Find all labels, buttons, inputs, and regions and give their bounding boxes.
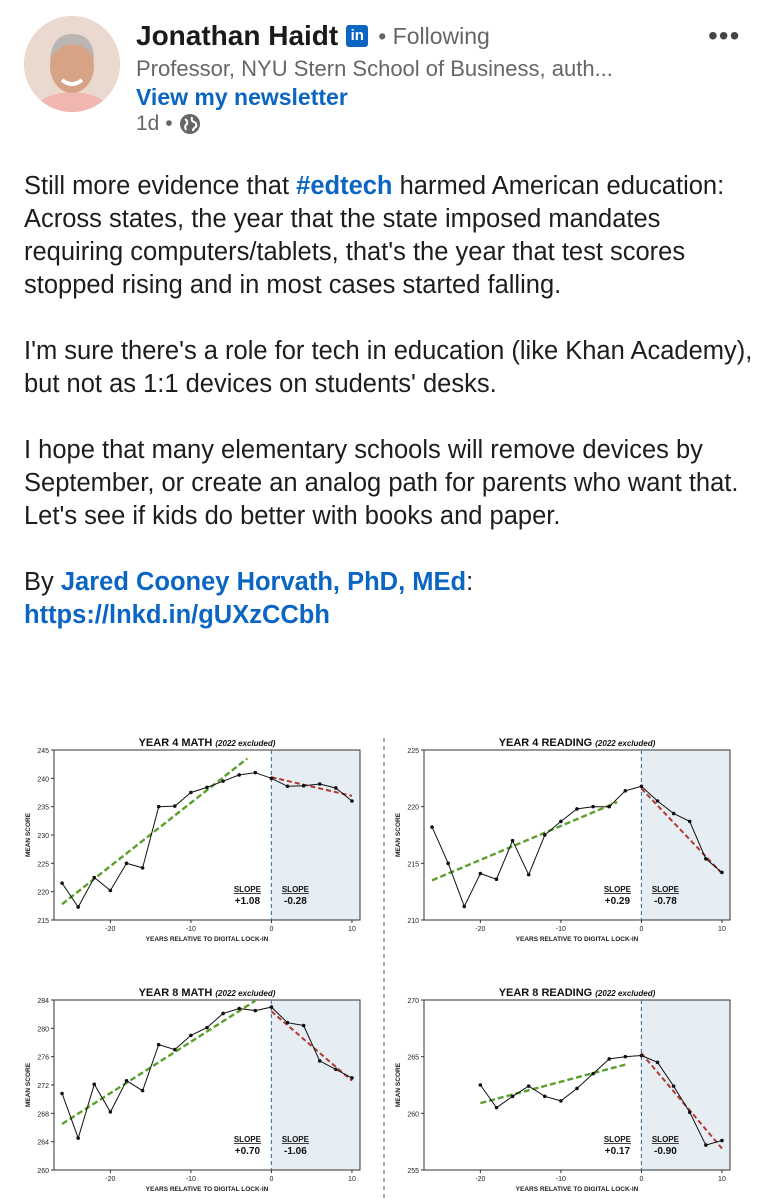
y-tick-label: 268 [37, 1111, 49, 1119]
data-point [688, 1110, 692, 1114]
x-tick-label: -20 [475, 926, 486, 933]
data-point [495, 1106, 499, 1110]
chart-title: YEAR 4 MATH (2022 excluded) [138, 737, 276, 749]
y-axis-label: MEAN SCORE [395, 1062, 402, 1108]
x-tick-label: 10 [348, 1176, 356, 1183]
hashtag-edtech[interactable]: #edtech [296, 172, 393, 200]
x-tick-label: -20 [105, 1176, 116, 1183]
following-status: • Following [378, 22, 490, 49]
data-point [495, 877, 499, 881]
data-point [559, 820, 563, 824]
chart-title-note: (2022 excluded) [215, 739, 276, 748]
post-text: By [24, 568, 61, 596]
slope-value-post: -1.06 [284, 1146, 307, 1157]
slope-value-pre: +1.08 [234, 896, 261, 907]
data-point [672, 1084, 676, 1088]
chart-title: YEAR 4 READING (2022 excluded) [498, 737, 656, 749]
data-point [302, 784, 306, 788]
data-point [334, 1068, 338, 1072]
data-point [286, 784, 290, 788]
data-point [92, 876, 96, 880]
data-point [656, 799, 660, 803]
data-point [60, 1092, 64, 1096]
y-tick-label: 272 [37, 1083, 49, 1090]
post-paragraph-3: I hope that many elementary schools will remove devices by September, or create an analog path for parents who want that. Let's see if kids do better with books and paper. [24, 436, 739, 530]
x-tick-label: 0 [639, 1176, 644, 1183]
data-point [318, 1059, 322, 1063]
author-name[interactable]: Jonathan Haidt [136, 20, 339, 51]
x-axis-label: YEARS RELATIVE TO DIGITAL LOCK-IN [515, 936, 639, 943]
slope-value-pre: +0.17 [604, 1146, 631, 1157]
data-point [640, 1054, 644, 1058]
data-point [141, 866, 145, 870]
x-axis-label: YEARS RELATIVE TO DIGITAL LOCK-IN [145, 1186, 269, 1193]
y-tick-label: 270 [407, 998, 419, 1005]
chart-title-note: (2022 excluded) [215, 989, 276, 998]
linkedin-premium-icon: in [346, 25, 368, 47]
y-tick-label: 215 [407, 861, 419, 869]
post-text: : [466, 568, 474, 596]
x-tick-label: 0 [269, 1176, 274, 1183]
data-point [189, 791, 193, 795]
data-point [607, 805, 611, 809]
data-point [125, 1079, 129, 1083]
data-point [575, 1087, 579, 1091]
slope-label-pre: SLOPE [233, 1135, 261, 1144]
data-point [704, 1143, 708, 1147]
slope-label-post: SLOPE [651, 1135, 679, 1144]
post-lockin-region [641, 1000, 730, 1170]
data-point [430, 825, 434, 829]
x-tick-label: -10 [185, 926, 196, 933]
data-point [76, 905, 80, 909]
post-lockin-region [271, 1000, 360, 1170]
data-point [527, 873, 531, 877]
y-tick-label: 260 [37, 1168, 49, 1175]
x-tick-label: -10 [555, 926, 566, 933]
y-axis-label: MEAN SCORE [395, 812, 402, 858]
chart-title-note: (2022 excluded) [595, 989, 656, 998]
data-point [125, 862, 129, 866]
data-point [141, 1089, 145, 1093]
x-tick-label: -10 [555, 1176, 566, 1183]
post-text: Still more evidence that [24, 172, 297, 200]
y-tick-label: 225 [407, 748, 419, 755]
data-point [640, 784, 644, 788]
data-point [350, 1076, 354, 1080]
author-mention-link[interactable]: Jared Cooney Horvath, PhD, MEd [60, 568, 467, 596]
post-meta [136, 112, 201, 136]
slope-value-post: -0.28 [284, 896, 307, 907]
x-tick-label: 10 [718, 926, 726, 933]
y-tick-label: 264 [37, 1139, 49, 1147]
y-tick-label: 276 [37, 1054, 49, 1062]
chart-title: YEAR 8 READING (2022 excluded) [498, 987, 656, 999]
data-point [543, 833, 547, 837]
data-point [109, 1110, 113, 1114]
data-point [157, 1043, 161, 1047]
data-point [575, 807, 579, 811]
data-point [607, 1057, 611, 1061]
post-body [24, 170, 754, 632]
data-point [334, 786, 338, 790]
y-tick-label: 284 [37, 998, 49, 1005]
data-point [446, 862, 450, 866]
data-point [302, 1024, 306, 1028]
data-point [704, 857, 708, 861]
y-tick-label: 235 [37, 804, 49, 812]
data-point [60, 881, 64, 885]
data-point [205, 1026, 209, 1030]
x-tick-label: -20 [475, 1176, 486, 1183]
data-point [270, 1005, 274, 1009]
slope-value-post: -0.78 [654, 896, 677, 907]
slope-value-post: -0.90 [654, 1146, 677, 1157]
slope-value-pre: +0.29 [604, 896, 631, 907]
y-tick-label: 280 [37, 1026, 49, 1034]
y-tick-label: 240 [37, 776, 49, 784]
y-tick-label: 230 [37, 833, 49, 840]
data-point [350, 799, 354, 803]
data-point [173, 804, 177, 808]
y-tick-label: 255 [407, 1168, 419, 1175]
data-point [157, 805, 161, 809]
y-tick-label: 220 [37, 889, 49, 897]
post-url-link[interactable]: https://lnkd.in/gUXzCCbh [24, 601, 330, 629]
data-point [76, 1136, 80, 1140]
data-point [221, 1012, 225, 1016]
data-point [189, 1034, 193, 1038]
globe-icon [179, 113, 201, 135]
avatar[interactable] [24, 16, 120, 112]
data-point [543, 1095, 547, 1099]
post-lockin-region [271, 750, 360, 920]
slope-label-post: SLOPE [651, 885, 679, 894]
post-paragraph-2: I'm sure there's a role for tech in education (like Khan Academy), but not as 1:1 devices on students' desks. [24, 337, 753, 398]
slope-label-post: SLOPE [281, 1135, 309, 1144]
x-tick-label: 0 [639, 926, 644, 933]
x-tick-label: -10 [185, 1176, 196, 1183]
x-tick-label: 10 [718, 1176, 726, 1183]
y-tick-label: 210 [407, 918, 419, 925]
slope-label-post: SLOPE [281, 885, 309, 894]
data-point [591, 805, 595, 809]
y-axis-label: MEAN SCORE [25, 1062, 32, 1108]
data-point [318, 782, 322, 786]
slope-label-pre: SLOPE [603, 1135, 631, 1144]
data-point [205, 786, 209, 790]
x-tick-label: 0 [269, 926, 274, 933]
data-point [92, 1082, 96, 1086]
y-tick-label: 225 [37, 861, 49, 869]
y-tick-label: 215 [37, 918, 49, 925]
data-point [511, 1095, 515, 1099]
author-row [136, 20, 490, 52]
post-paragraph-1 [24, 170, 754, 302]
data-point [270, 777, 274, 781]
data-point [720, 1139, 724, 1143]
data-point [559, 1099, 563, 1103]
data-point [286, 1021, 290, 1025]
data-point [173, 1048, 177, 1052]
chart-title-note: (2022 excluded) [595, 739, 656, 748]
x-tick-label: 10 [348, 926, 356, 933]
data-point [237, 773, 241, 777]
x-axis-label: YEARS RELATIVE TO DIGITAL LOCK-IN [145, 936, 269, 943]
data-point [511, 839, 515, 843]
post-text: harmed American education: Across states, the year that the state imposed mandates requiring computers/tablets, that's the year that test scores stopped rising and in most cases started falling. [24, 172, 725, 299]
data-point [624, 789, 628, 793]
data-point [254, 1009, 258, 1013]
profile-photo [24, 16, 120, 112]
data-point [688, 820, 692, 824]
data-point [591, 1072, 595, 1076]
post-paragraph-4 [24, 566, 754, 632]
y-axis-label: MEAN SCORE [25, 812, 32, 858]
data-point [221, 779, 225, 783]
x-axis-label: YEARS RELATIVE TO DIGITAL LOCK-IN [515, 1186, 639, 1193]
data-point [479, 872, 483, 876]
data-point [462, 905, 466, 909]
y-tick-label: 260 [407, 1111, 419, 1119]
data-point [109, 889, 113, 893]
data-point [479, 1083, 483, 1087]
y-tick-label: 245 [37, 748, 49, 755]
data-point [527, 1084, 531, 1088]
data-point [656, 1061, 660, 1065]
more-options-icon[interactable]: ••• [708, 20, 741, 51]
data-point [720, 871, 724, 875]
data-point [237, 1007, 241, 1011]
x-tick-label: -20 [105, 926, 116, 933]
author-headline: Professor, NYU Stern School of Business, auth... [136, 56, 613, 81]
chart-title: YEAR 8 MATH (2022 excluded) [138, 987, 276, 999]
data-point [672, 812, 676, 816]
slope-value-pre: +0.70 [234, 1146, 261, 1157]
slope-label-pre: SLOPE [603, 885, 631, 894]
charts-figure[interactable] [22, 720, 760, 1198]
slope-label-pre: SLOPE [233, 885, 261, 894]
post-time: 1d • [136, 112, 173, 135]
view-newsletter-link[interactable]: View my newsletter [136, 84, 348, 110]
data-point [624, 1055, 628, 1059]
y-tick-label: 220 [407, 804, 419, 812]
data-point [254, 771, 258, 775]
y-tick-label: 265 [407, 1054, 419, 1062]
